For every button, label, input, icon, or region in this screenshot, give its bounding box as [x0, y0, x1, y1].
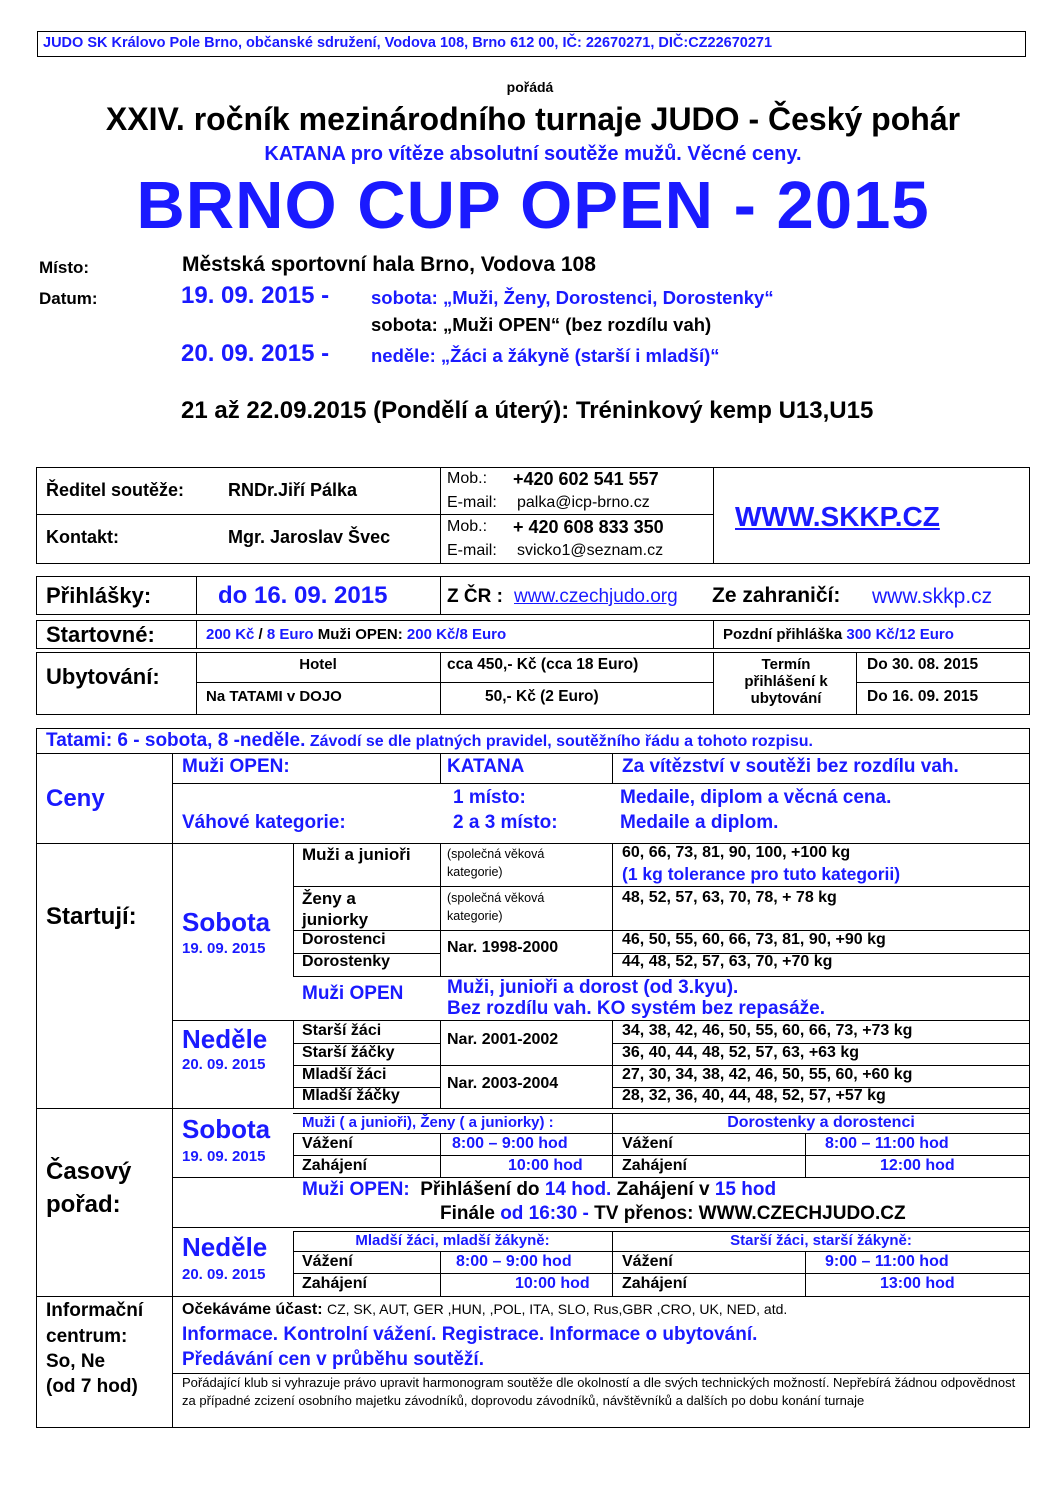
cat-men-weights: 60, 66, 73, 81, 90, 100, +100 kg [622, 844, 851, 861]
accommodation-dojo-price: 50,- Kč (2 Euro) [485, 688, 599, 705]
info-line-2: Předávání cen v průběhu soutěží. [182, 1349, 484, 1370]
tatami-rules: Závodí se dle platných pravidel, soutěžního řádu a tohoto rozpisu. [309, 733, 813, 750]
expected-label: Očekáváme účast: [182, 1301, 323, 1318]
director-email-label: E-mail: [447, 494, 497, 511]
cat-youth-year: Nar. 1998-2000 [447, 939, 559, 956]
cat-m-girls: Mladší žáčky [302, 1087, 400, 1104]
cat-boys: Dorostenci [302, 931, 386, 948]
prizes-place-23-desc: Medaile a diplom. [620, 812, 779, 833]
schedule-final-label: Finále [440, 1203, 501, 1224]
date-1-text-2: sobota: „Muži OPEN“ (bez rozdílu vah) [371, 314, 712, 335]
info-centre-label-2: centrum: [46, 1326, 128, 1347]
date-2: 20. 09. 2015 - [181, 340, 330, 367]
schedule-sun-start-time: 10:00 hod [515, 1275, 590, 1292]
cat-s-girls: Starší žáčky [302, 1044, 395, 1061]
registration-abroad-label: Ze zahraničí: [712, 584, 841, 607]
date-1-text: sobota: „Muži, Ženy, Dorostenci, Dorostenky“ [371, 287, 774, 308]
info-centre-label-1: Informační [46, 1300, 144, 1321]
director-email[interactable]: palka@icp-brno.cz [517, 494, 650, 511]
cat-open: Muži OPEN [302, 983, 404, 1004]
schedule-sun-weigh-label-2: Vážení [622, 1253, 673, 1270]
tournament-title: XXIV. ročník mezinárodního turnaje JUDO - Český pohár [105, 101, 961, 137]
disclaimer: Pořádající klub si vyhrazuje právo upravit harmonogram soutěže dle okolností a dle svých technických možností. Nepřebírá žádnou odpovědnost za případné zcizení osobního majetku závodníků, doprovodu závodníků, návštěvníků a dalších po dobu konání turnaje [182, 1375, 1016, 1408]
schedule-sat-weigh-time: 8:00 – 9:00 hod [452, 1135, 568, 1152]
contact-mob-label: Mob.: [447, 518, 488, 535]
cat-s-boys-weights: 34, 38, 42, 46, 50, 55, 60, 66, 73, +73 kg [622, 1022, 913, 1039]
schedule-sun-weigh-label: Vážení [302, 1253, 353, 1270]
tournament-subtitle: KATANA pro vítěze absolutní soutěže mužů. Věcné ceny. [264, 143, 802, 165]
training-camp: 21 až 22.09.2015 (Pondělí a úterý): Tréninkový kemp U13,U15 [181, 397, 874, 424]
schedule-final-line [440, 1203, 906, 1225]
info-centre-label-4: (od 7 hod) [46, 1376, 138, 1397]
registration-cr-link[interactable]: www.czechjudo.org [514, 586, 678, 607]
cat-women: Ženy a juniorky [302, 889, 369, 929]
late-fee-value: 300 Kč/12 Euro [846, 626, 954, 643]
cat-men: Muži a junioři [302, 845, 411, 864]
registration-abroad-link[interactable]: www.skkp.cz [872, 585, 993, 608]
schedule-saturday: Sobota [182, 1114, 271, 1144]
fee-czk: 200 Kč [206, 626, 255, 643]
schedule-sun-weigh-time-2: 9:00 – 11:00 hod [825, 1253, 949, 1270]
schedule-open-start: Zahájení v [611, 1179, 715, 1200]
organizer-banner [37, 31, 1026, 57]
accommodation-deadline-1: Do 30. 08. 2015 [867, 656, 979, 673]
schedule-sat-weigh-label: Vážení [302, 1135, 353, 1152]
late-fee [723, 626, 954, 643]
cat-m-year: Nar. 2003-2004 [447, 1075, 559, 1092]
start-saturday-date: 19. 09. 2015 [182, 940, 266, 957]
venue-value: Městská sportovní hala Brno, Vodova 108 [182, 253, 596, 276]
expected-list: CZ, SK, AUT, GER ,HUN, ,POL, ITA, SLO, Rus,GBR ,CRO, UK, NED, atd. [326, 1301, 788, 1317]
date-label: Datum: [39, 289, 98, 308]
accommodation-hotel: Hotel [299, 656, 337, 673]
registration-label: Přihlášky: [46, 583, 152, 608]
cat-s-boys: Starší žáci [302, 1022, 382, 1039]
cat-girls: Dorostenky [302, 953, 391, 970]
cat-s-girls-weights: 36, 40, 44, 48, 52, 57, 63, +63 kg [622, 1044, 860, 1061]
contact-mob: + 420 608 833 350 [513, 517, 664, 537]
start-label: Startují: [46, 903, 137, 930]
fee-euro: 8 Euro [266, 626, 314, 643]
late-fee-label: Pozdní přihláška [723, 626, 847, 643]
accommodation-term-label: Termín přihlášení k ubytování [744, 656, 828, 707]
schedule-sun-start-time-2: 13:00 hod [880, 1275, 955, 1292]
prizes-open-label: Muži OPEN: [182, 756, 290, 777]
director-mob: +420 602 541 557 [513, 469, 659, 489]
cat-m-boys-weights: 27, 30, 34, 38, 42, 46, 50, 55, 60, +60 kg [622, 1066, 913, 1083]
fee-sep: / [254, 626, 267, 643]
contact-email-label: E-mail: [447, 542, 497, 559]
cat-m-girls-weights: 28, 32, 36, 40, 44, 48, 52, 57, +57 kg [622, 1087, 886, 1104]
schedule-open-line [302, 1179, 776, 1201]
schedule-open-reg-time: 14 hod. [544, 1179, 612, 1200]
prizes-katana-desc: Za vítězství v soutěži bez rozdílu vah. [622, 756, 959, 777]
fee-open: 200 Kč/8 Euro [406, 626, 507, 643]
cat-open-desc-2: Bez rozdílu vah. KO systém bez repasáže. [447, 998, 826, 1019]
schedule-sat-right-head: Dorostenky a dorostenci [727, 1114, 915, 1131]
tatami-main: Tatami: 6 - sobota, 8 -neděle. [46, 730, 306, 751]
venue-label: Místo: [39, 258, 90, 277]
schedule-sun-start-label-2: Zahájení [622, 1275, 687, 1292]
main-title: BRNO CUP OPEN - 2015 [136, 168, 930, 243]
cat-girls-weights: 44, 48, 52, 57, 63, 70, +70 kg [622, 953, 833, 970]
prizes-weight-label: Váhové kategorie: [182, 812, 346, 833]
fee-open-label: Muži OPEN: [313, 626, 407, 643]
cat-boys-weights: 46, 50, 55, 60, 66, 73, 81, 90, +90 kg [622, 931, 886, 948]
cat-open-desc-1: Muži, junioři a dorost (od 3.kyu). [447, 977, 739, 998]
contact-email[interactable]: svicko1@seznam.cz [517, 542, 664, 559]
organizer-verb: pořádá [506, 79, 554, 95]
expected-participation [182, 1301, 787, 1319]
prizes-place-23: 2 a 3 místo: [453, 812, 558, 833]
schedule-sat-left-head: Muži ( a junioři), Ženy ( a juniorky) : [302, 1114, 554, 1131]
contact-name: Mgr. Jaroslav Švec [228, 527, 391, 547]
director-label: Ředitel soutěže: [46, 480, 185, 500]
schedule-sun-weigh-time: 8:00 – 9:00 hod [456, 1253, 572, 1270]
schedule-sun-left-head: Mladší žáci, mladší žákyně: [355, 1232, 550, 1249]
date-1: 19. 09. 2015 - [181, 282, 330, 309]
tatami-info [46, 730, 813, 752]
cat-men-tolerance: (1 kg tolerance pro tuto kategorii) [622, 864, 901, 884]
info-line-1: Informace. Kontrolní vážení. Registrace. Informace o ubytování. [182, 1324, 758, 1345]
schedule-open-reg: Přihlášení do [420, 1179, 545, 1200]
director-name: RNDr.Jiří Pálka [228, 480, 358, 500]
schedule-final-time: od 16:30 - [500, 1203, 589, 1224]
prizes-label: Ceny [46, 785, 105, 812]
schedule-sat-start-time: 10:00 hod [508, 1157, 583, 1174]
schedule-sat-start-label-2: Zahájení [622, 1157, 687, 1174]
schedule-label-1: Časový [46, 1158, 132, 1185]
start-saturday: Sobota [182, 907, 271, 937]
schedule-sat-start-label: Zahájení [302, 1157, 367, 1174]
registration-deadline: do 16. 09. 2015 [218, 582, 388, 609]
cat-women-note: (společná věková kategorie) [447, 891, 545, 923]
contact-label: Kontakt: [46, 527, 119, 547]
cat-s-year: Nar. 2001-2002 [447, 1031, 559, 1048]
date-2-text: neděle: „Žáci a žákyně (starší i mladší)“ [371, 345, 720, 366]
cat-men-note: (společná věková kategorie) [447, 847, 545, 879]
schedule-sun-right-head: Starší žáci, starší žákyně: [730, 1232, 912, 1249]
prizes-place-1: 1 místo: [453, 787, 526, 808]
schedule-sun-start-label: Zahájení [302, 1275, 367, 1292]
website-link[interactable]: WWW.SKKP.CZ [735, 501, 940, 532]
fees-label: Startovné: [46, 622, 155, 647]
schedule-label-2: pořad: [46, 1191, 121, 1218]
registration-cr-label: Z ČR : [447, 586, 503, 607]
info-centre-label-3: So, Ne [46, 1351, 106, 1372]
fees-values [206, 626, 506, 643]
schedule-final-tv: TV přenos: WWW.CZECHJUDO.CZ [588, 1203, 906, 1224]
accommodation-label: Ubytování: [46, 664, 160, 689]
cat-m-boys: Mladší žáci [302, 1066, 387, 1083]
cat-women-weights: 48, 52, 57, 63, 70, 78, + 78 kg [622, 889, 837, 906]
accommodation-dojo: Na TATAMI v DOJO [206, 688, 342, 705]
schedule-sat-weigh-time-2: 8:00 – 11:00 hod [825, 1135, 949, 1152]
schedule-sat-weigh-label-2: Vážení [622, 1135, 673, 1152]
organizer-text: JUDO SK Královo Pole Brno, občanské sdružení, Vodova 108, Brno 612 00, IČ: 22670271, DIČ:CZ22670271 [43, 35, 773, 51]
schedule-open-start-time: 15 hod [714, 1179, 777, 1200]
accommodation-hotel-price: cca 450,- Kč (cca 18 Euro) [447, 656, 639, 673]
schedule-sat-start-time-2: 12:00 hod [880, 1157, 955, 1174]
schedule-sunday-date: 20. 09. 2015 [182, 1266, 266, 1283]
prizes-place-1-desc: Medaile, diplom a věcná cena. [620, 787, 892, 808]
accommodation-deadline-2: Do 16. 09. 2015 [867, 688, 979, 705]
start-sunday: Neděle [182, 1024, 268, 1054]
director-mob-label: Mob.: [447, 470, 488, 487]
schedule-saturday-date: 19. 09. 2015 [182, 1148, 266, 1165]
prizes-katana: KATANA [447, 756, 525, 777]
schedule-open-label: Muži OPEN: [302, 1179, 410, 1200]
start-sunday-date: 20. 09. 2015 [182, 1056, 266, 1073]
schedule-sunday: Neděle [182, 1232, 268, 1262]
